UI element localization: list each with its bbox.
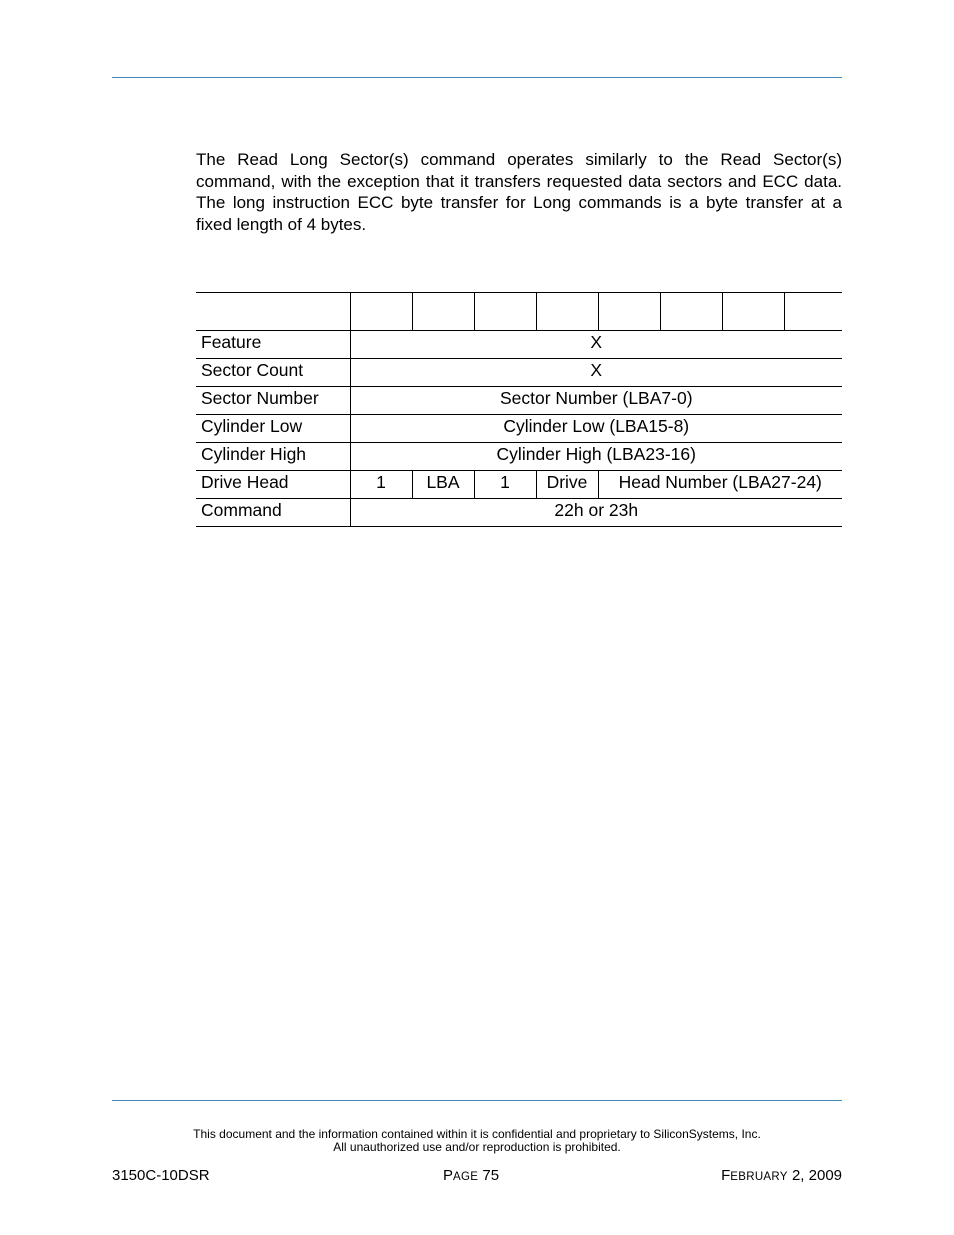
header-cell bbox=[474, 293, 536, 331]
bit-4-value: Drive bbox=[536, 471, 598, 499]
header-cell bbox=[660, 293, 722, 331]
header-cell bbox=[784, 293, 842, 331]
table-row bbox=[196, 471, 842, 499]
table-row bbox=[196, 359, 842, 387]
table-row bbox=[196, 415, 842, 443]
register-name: Feature bbox=[196, 331, 350, 359]
bit-5-value: 1 bbox=[474, 471, 536, 499]
register-name: Cylinder High bbox=[196, 443, 350, 471]
table-row bbox=[196, 331, 842, 359]
document-date: FEBRUARY 2, 2009 bbox=[721, 1167, 842, 1184]
register-name: Sector Number bbox=[196, 387, 350, 415]
header-cell bbox=[536, 293, 598, 331]
register-value: Cylinder Low (LBA15-8) bbox=[350, 415, 842, 443]
head-number-value: Head Number (LBA27-24) bbox=[598, 471, 842, 499]
register-name: Command bbox=[196, 499, 350, 527]
register-value: X bbox=[350, 331, 842, 359]
table-header-row bbox=[196, 293, 842, 331]
register-table bbox=[196, 292, 842, 527]
register-value: Sector Number (LBA7-0) bbox=[350, 387, 842, 415]
header-cell bbox=[412, 293, 474, 331]
reproduction-notice: All unauthorized use and/or reproduction is prohibited. bbox=[333, 1140, 621, 1154]
header-cell bbox=[196, 293, 350, 331]
table-row bbox=[196, 443, 842, 471]
register-value: 22h or 23h bbox=[350, 499, 842, 527]
table-row bbox=[196, 387, 842, 415]
bit-6-value: LBA bbox=[412, 471, 474, 499]
document-number: 3150C-10DSR bbox=[112, 1167, 210, 1184]
header-cell bbox=[350, 293, 412, 331]
page-number: PAGE 75 bbox=[443, 1167, 500, 1184]
register-name: Sector Count bbox=[196, 359, 350, 387]
header-cell bbox=[722, 293, 784, 331]
register-value: X bbox=[350, 359, 842, 387]
register-name: Cylinder Low bbox=[196, 415, 350, 443]
command-description: The Read Long Sector(s) command operates similarly to the Read Sector(s) command, with the exception that it transfers requested data sectors and ECC data. The long instruction ECC byte transfer for Long commands is a byte transfer at a fixed length of 4 bytes. bbox=[196, 150, 842, 234]
header-rule bbox=[112, 77, 842, 78]
register-name: Drive Head bbox=[196, 471, 350, 499]
bit-7-value: 1 bbox=[350, 471, 412, 499]
header-cell bbox=[598, 293, 660, 331]
confidentiality-notice: This document and the information contained within it is confidential and proprietary to SiliconSystems, Inc. bbox=[193, 1127, 761, 1141]
table-row bbox=[196, 499, 842, 527]
footer-rule bbox=[112, 1100, 842, 1101]
register-value: Cylinder High (LBA23-16) bbox=[350, 443, 842, 471]
